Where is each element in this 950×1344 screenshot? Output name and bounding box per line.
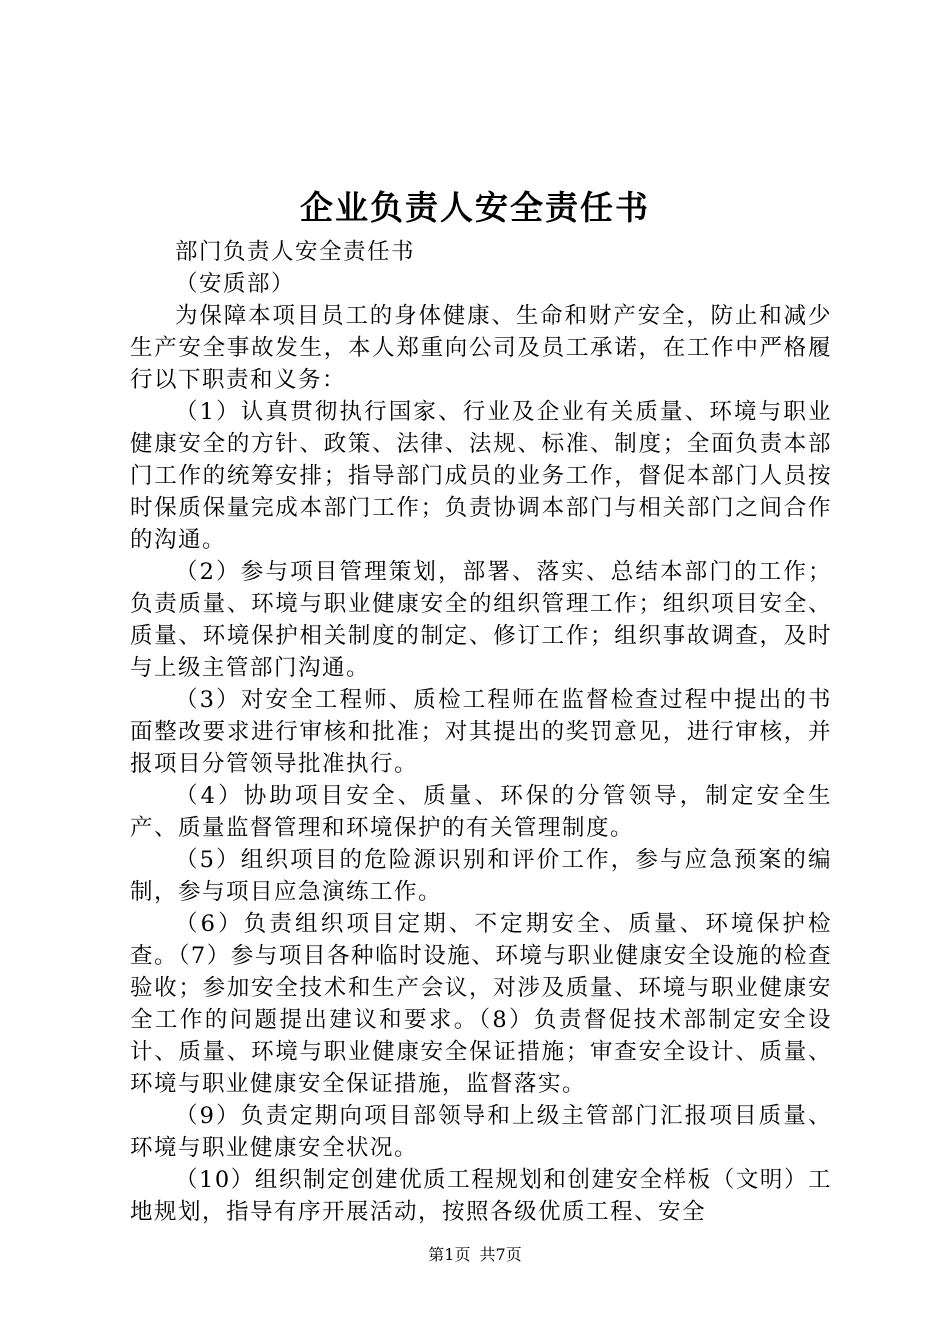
page-footer bbox=[0, 1245, 950, 1265]
paragraph-item-9: （9）负责定期向项目部领导和上级主管部门汇报项目质量、环境与职业健康安全状况。 bbox=[130, 1103, 832, 1161]
document-title: 企业负责人安全责任书 bbox=[300, 188, 650, 227]
paragraph-item-2: （2）参与项目管理策划，部署、落实、总结本部门的工作；负责质量、环境与职业健康安全的组织管理工作；组织项目安全、质量、环境保护相关制度的制定、修订工作；组织事故调查，及时与上级主管部门沟通。 bbox=[130, 559, 832, 681]
paragraph-intro: 为保障本项目员工的身体健康、生命和财产安全，防止和减少生产安全事故发生，本人郑重向公司及员工承诺，在工作中严格履行以下职责和义务： bbox=[130, 303, 832, 393]
document-body bbox=[130, 236, 832, 1228]
paragraph-item-5: （5）组织项目的危险源识别和评价工作，参与应急预案的编制，参与项目应急演练工作。 bbox=[130, 847, 832, 905]
paragraph-department: （安质部） bbox=[175, 271, 296, 297]
paragraph-item-10: （10）组织制定创建优质工程规划和创建安全样板（文明）工地规划，指导有序开展活动，按照各级优质工程、安全 bbox=[130, 1167, 832, 1225]
paragraph-subtitle: 部门负责人安全责任书 bbox=[175, 239, 416, 265]
paragraph-item-1: （1）认真贯彻执行国家、行业及企业有关质量、环境与职业健康安全的方针、政策、法律、法规、标准、制度；全面负责本部门工作的统筹安排；指导部门成员的业务工作，督促本部门人员按时保质保量完成本部门工作；负责协调本部门与相关部门之间合作的沟通。 bbox=[130, 399, 832, 553]
paragraph-item-3: （3）对安全工程师、质检工程师在监督检查过程中提出的书面整改要求进行审核和批准；对其提出的奖罚意见，进行审核，并报项目分管领导批准执行。 bbox=[130, 687, 832, 777]
page-number: 第1页 bbox=[428, 1245, 471, 1264]
page-total: 共7页 bbox=[479, 1245, 522, 1264]
paragraph-item-6-8: （6）负责组织项目定期、不定期安全、质量、环境保护检查。（7）参与项目各种临时设施、环境与职业健康安全设施的检查验收；参加安全技术和生产会议，对涉及质量、环境与职业健康安全工作的问题提出建议和要求。（8）负责督促技术部制定安全设计、质量、环境与职业健康安全保证措施；审查安全设计、质量、环境与职业健康安全保证措施，监督落实。 bbox=[130, 911, 832, 1097]
paragraph-item-4: （4）协助项目安全、质量、环保的分管领导，制定安全生产、质量监督管理和环境保护的有关管理制度。 bbox=[130, 783, 832, 841]
